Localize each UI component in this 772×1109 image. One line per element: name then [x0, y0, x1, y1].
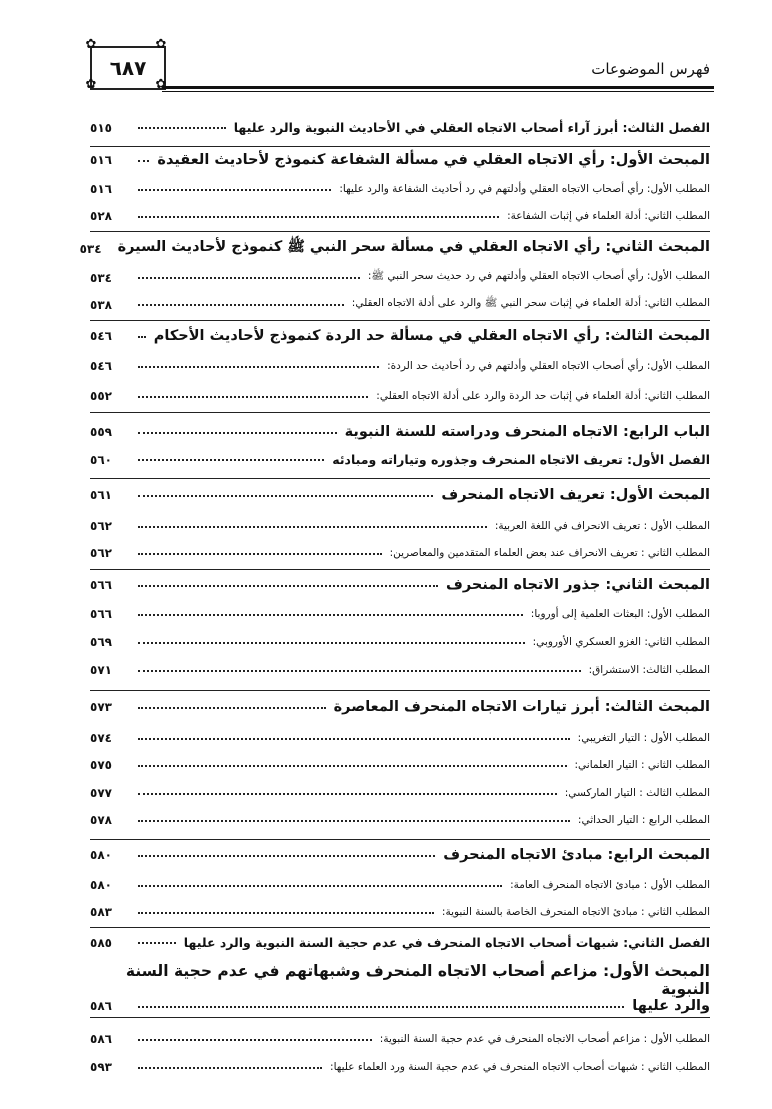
entry-title: المبحث الثاني: رأي الاتجاه العقلي في مسألة سحر النبي ﷺ كنموذج لأحاديث السيرة [117, 239, 710, 255]
dot-leader [138, 188, 331, 191]
corner-ornament-icon: ✿ [85, 37, 97, 52]
entry-page-number: ٥٧٣ [90, 700, 112, 714]
dot-leader [138, 552, 382, 555]
toc-subentry [90, 663, 710, 677]
section-divider [90, 478, 710, 479]
dot-leader [138, 911, 434, 914]
toc-subentry [90, 607, 710, 621]
entry-title: المطلب الثالث: الاستشراق: [588, 664, 710, 676]
dot-leader [138, 819, 570, 822]
toc-entry [90, 487, 710, 503]
toc-subentry [90, 731, 710, 745]
running-title: فهرس الموضوعات [591, 60, 710, 78]
page-number: ٦٨٧ [109, 56, 147, 80]
entry-title: الفصل الثاني: شبهات أصحاب الاتجاه المنحرف في عدم حجية السنة النبوية والرد عليها [183, 935, 710, 950]
dot-leader [138, 584, 438, 587]
entry-title: المبحث الأول: رأي الاتجاه العقلي في مسألة الشفاعة كنموذج لأحاديث العقيدة [157, 152, 710, 168]
dot-leader [138, 303, 344, 306]
toc-subentry [90, 270, 710, 285]
dot-leader [138, 365, 379, 368]
entry-title: المطلب الثاني: أدلة العلماء في إثبات حد الردة والرد على أدلة الاتجاه العقلي: [376, 390, 710, 402]
entry-page-number: ٥٦٦ [90, 578, 112, 592]
dot-leader [138, 884, 502, 887]
toc-entry [90, 699, 710, 715]
dot-leader [138, 494, 433, 497]
toc-subentry [90, 635, 710, 649]
entry-title: المطلب الثاني : مبادئ الاتجاه المنحرف الخاصة بالسنة النبوية: [441, 906, 710, 918]
toc-subentry [90, 1032, 710, 1046]
entry-title: المطلب الثاني : التيار العلماني: [574, 759, 710, 771]
entry-page-number: ٥٨٠ [90, 878, 112, 892]
toc-subentry [90, 878, 710, 892]
entry-page-number: ٥٧٥ [90, 758, 112, 772]
dot-leader [138, 737, 570, 740]
entry-page-number: ٥٧٤ [90, 731, 112, 745]
entry-page-number: ٥٦٢ [90, 546, 112, 560]
entry-page-number: ٥٨٠ [90, 848, 112, 862]
dot-leader [138, 641, 525, 644]
entry-title: المبحث الثالث: أبرز تيارات الاتجاه المنحرف المعاصرة [333, 699, 710, 715]
toc-entry [90, 452, 710, 467]
entry-page-number: ٥٢٨ [90, 209, 112, 223]
entry-page-number: ٥٣٤ [90, 270, 112, 285]
section-divider [90, 146, 710, 147]
toc-subentry [90, 182, 710, 196]
corner-ornament-icon: ✿ [85, 77, 97, 92]
dot-leader [138, 126, 226, 129]
section-divider [90, 1017, 710, 1018]
corner-ornament-icon: ✿ [155, 37, 167, 52]
section-divider [90, 690, 710, 691]
dot-leader [138, 458, 324, 461]
toc-entry-line: المبحث الأول: مزاعم أصحاب الاتجاه المنحرف وشبهاتهم في عدم حجية السنة النبوية [125, 962, 710, 998]
entry-page-number: ٥٤٦ [90, 329, 112, 343]
entry-title: المطلب الأول : التيار التغريبي: [577, 732, 710, 744]
entry-title: المطلب الثاني: أدلة العلماء في إثبات سحر النبي ﷺ والرد على أدلة الاتجاه العقلي: [351, 297, 710, 309]
dot-leader [138, 335, 146, 338]
entry-title: الفصل الثالث: أبرز آراء أصحاب الاتجاه العقلي في الأحاديث النبوية والرد عليها [233, 120, 710, 135]
toc-subentry [90, 519, 710, 533]
toc-subentry [90, 359, 710, 373]
dot-leader [138, 1066, 322, 1069]
toc-subentry [90, 905, 710, 919]
entry-title: المطلب الرابع : التيار الحداثي: [577, 814, 710, 826]
entry-title: المطلب الأول : مزاعم أصحاب الاتجاه المنحرف في عدم حجية السنة النبوية: [379, 1033, 710, 1045]
entry-title: المطلب الثالث : التيار الماركسي: [564, 787, 710, 799]
dot-leader [138, 669, 581, 672]
toc-entry [90, 120, 710, 135]
entry-title: المطلب الأول: رأي أصحاب الاتجاه العقلي وأدلتهم في رد أحاديث الشفاعة والرد عليها: [339, 183, 710, 195]
section-divider [90, 839, 710, 840]
entry-title: المبحث الثالث: رأي الاتجاه العقلي في مسألة حد الردة كنموذج لأحاديث الأحكام [153, 328, 710, 344]
entry-page-number: ٥٨٦ [90, 1032, 112, 1046]
dot-leader [138, 525, 487, 528]
toc-entry [90, 998, 710, 1014]
section-divider [90, 927, 710, 928]
entry-page-number: ٥٤٦ [90, 359, 112, 373]
entry-title: المطلب الثاني: أدلة العلماء في إثبات الشفاعة: [507, 210, 710, 222]
dot-leader [138, 854, 435, 857]
entry-title: المبحث الرابع: مبادئ الاتجاه المنحرف [443, 847, 710, 863]
toc-entry [90, 328, 710, 344]
dot-leader [138, 276, 360, 279]
entry-page-number: ٥١٦ [90, 182, 112, 196]
entry-title: الفصل الأول: تعريف الاتجاه المنحرف وجذوره وتياراته ومبادئه [332, 452, 710, 467]
entry-page-number: ٥٥٢ [90, 389, 112, 403]
entry-title: المبحث الأول: تعريف الاتجاه المنحرف [441, 487, 710, 503]
entry-page-number: ٥١٥ [90, 120, 112, 135]
toc-entry [90, 935, 710, 950]
entry-page-number: ٥١٦ [90, 153, 112, 167]
toc-entry [90, 847, 710, 863]
dot-leader [138, 159, 149, 162]
toc-entry [90, 577, 710, 593]
header-rule [162, 86, 714, 89]
entry-title: المطلب الثاني : تعريف الانحراف عند بعض العلماء المتقدمين والمعاصرين: [389, 547, 710, 559]
section-divider [90, 320, 710, 321]
dot-leader [138, 215, 499, 218]
entry-page-number: ٥٣٤ [79, 241, 102, 256]
section-divider [90, 412, 710, 413]
entry-page-number: ٥٥٩ [90, 425, 112, 439]
entry-page-number: ٥٦٢ [90, 519, 112, 533]
dot-leader [138, 395, 368, 398]
entry-page-number: ٥٧٧ [90, 786, 112, 800]
entry-title: المطلب الأول: رأي أصحاب الاتجاه العقلي وأدلتهم في رد أحاديث حد الردة: [387, 360, 710, 372]
entry-title: المطلب الأول : مبادئ الاتجاه المنحرف العامة: [510, 879, 710, 891]
dot-leader [138, 764, 567, 767]
entry-title: والرد عليها [632, 998, 710, 1014]
page-header [85, 37, 710, 98]
entry-title: المطلب الثاني: الغزو العسكري الأوروبي: [532, 636, 710, 648]
header-rule-thin [162, 91, 714, 92]
entry-page-number: ٥٩٣ [90, 1060, 112, 1074]
dot-leader [138, 706, 326, 709]
entry-title: المطلب الأول: رأي أصحاب الاتجاه العقلي وأدلتهم في رد حديث سحر النبي ﷺ: [367, 270, 710, 282]
dot-leader [138, 1038, 372, 1041]
entry-page-number: ٥٦١ [90, 488, 112, 502]
entry-title: المطلب الأول: البعثات العلمية إلى أوروبا: [530, 608, 710, 620]
entry-title: المبحث الثاني: جذور الاتجاه المنحرف [446, 577, 710, 593]
entry-title: المطلب الأول : تعريف الانحراف في اللغة العربية: [494, 520, 710, 532]
toc-entry [90, 152, 710, 168]
entry-title: المطلب الثاني : شبهات أصحاب الاتجاه المنحرف في عدم حجية السنة ورد العلماء عليها: [330, 1061, 710, 1073]
entry-page-number: ٥٦٩ [90, 635, 112, 649]
entry-page-number: ٥٨٥ [90, 935, 112, 950]
entry-page-number: ٥٨٣ [90, 905, 112, 919]
entry-page-number: ٥٧٨ [90, 813, 112, 827]
toc-subentry [90, 1060, 710, 1074]
entry-page-number: ٥٦٦ [90, 607, 112, 621]
dot-leader [138, 431, 337, 434]
dot-leader [138, 613, 523, 616]
toc-subentry [90, 297, 710, 312]
section-divider [90, 569, 710, 570]
entry-page-number: ٥٣٨ [90, 297, 112, 312]
entry-page-number: ٥٦٠ [90, 452, 112, 467]
dot-leader [138, 792, 557, 795]
toc-subentry [90, 758, 710, 772]
dot-leader [138, 941, 176, 944]
toc-subentry [90, 546, 710, 560]
toc-subentry [90, 786, 710, 800]
toc-subentry [90, 389, 710, 403]
section-divider [90, 231, 710, 232]
entry-page-number: ٥٨٦ [90, 999, 112, 1013]
toc-subentry [90, 813, 710, 827]
dot-leader [138, 1005, 624, 1008]
entry-title: الباب الرابع: الاتجاه المنحرف ودراسته للسنة النبوية [344, 424, 710, 440]
corner-ornament-icon: ✿ [155, 77, 167, 92]
toc-entry [90, 424, 710, 440]
toc-subentry [90, 209, 710, 223]
entry-page-number: ٥٧١ [90, 663, 112, 677]
toc-entry [79, 238, 710, 259]
